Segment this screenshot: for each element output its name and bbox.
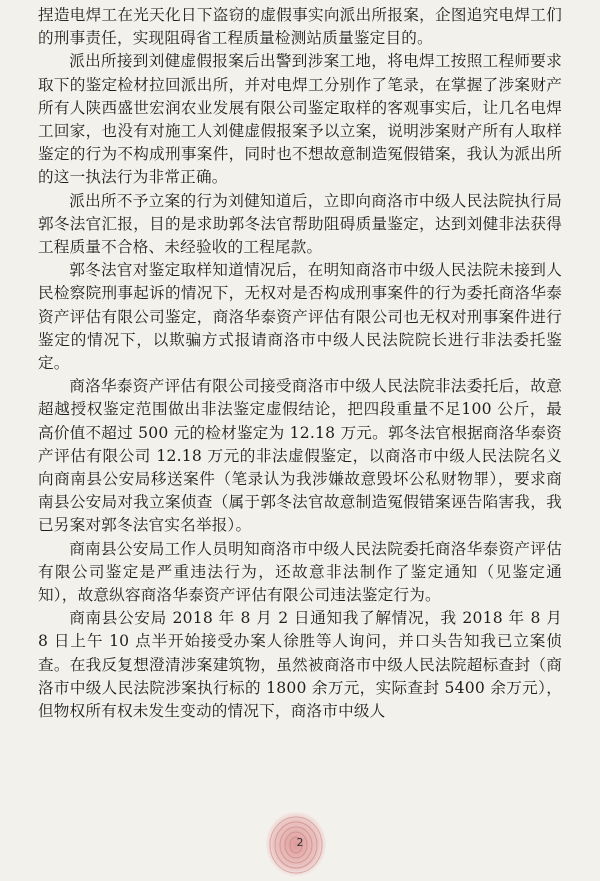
paragraph-1: 捏造电焊工在光天化日下盗窃的虚假事实向派出所报案，企图追究电焊工们的刑事责任，实现阻碍省工程质量检测站质量鉴定目的。 [38,6,562,48]
paragraph-4: 郭冬法官对鉴定取样知道情况后，在明知商洛市中级人民法院未接到人民检察院刑事起诉的情况下，无权对是否构成刑事案件的行为委托商洛华泰资产评估有限公司鉴定，商洛华泰资产评估有限公司也无权对刑事案件进行鉴定的情况下，以欺骗方式报请商洛市中级人民法院院长进行非法委托鉴定。 [38,261,562,373]
paragraph-5: 商洛华泰资产评估有限公司接受商洛市中级人民法院非法委托后，故意超越授权鉴定范围做出非法鉴定虚假结论，把四段重量不足100 公斤，最高价值不超过 500 元的检材鉴定为 12.18 万元。郭冬法官根据商洛华泰资产评估有限公司 12.18 万元的非法虚假鉴定，以商洛市中级人民法院名义向商南县公安局移送案件（笔录认为我涉嫌故意毁坏公私财物罪），要求商南县公安局对我立案侦查（属于郭冬法官故意制造冤假错案诬告陷害我，我已另案对郭冬法官实名举报）。 [38,377,562,535]
paragraph-3: 派出所不予立案的行为刘健知道后，立即向商洛市中级人民法院执行局郭冬法官汇报，目的是求助郭冬法官帮助阻碍质量鉴定，达到刘健非法获得工程质量不合格、未经验收的工程尾款。 [38,191,562,257]
paragraph-7: 商南县公安局 2018 年 8 月 2 日通知我了解情况，我 2018 年 8 月 8 日上午 10 点半开始接受办案人徐胜等人询问，并口头告知我已立案侦查。在我反复想澄清涉案建筑物，虽然被商洛市中级人民法院超标查封（商洛市中级人民法院涉案执行标的 1800 余万元，实际查封 5400 余万元），但物权所有权未发生变动的情况下，商洛市中级人 [38,609,562,721]
page-number: 2 [296,836,304,849]
paragraph-6: 商南县公安局工作人员明知商洛市中级人民法院委托商洛华泰资产评估有限公司鉴定是严重违法行为，还故意非法制作了鉴定通知（见鉴定通知），故意纵容商洛华泰资产评估有限公司违法鉴定行为。 [38,539,562,605]
paragraph-2: 派出所接到刘健虚假报案后出警到涉案工地，将电焊工按照工程师要求取下的鉴定检材拉回派出所，并对电焊工分别作了笔录，在掌握了涉案财产所有人陕西盛世宏润农业发展有限公司鉴定取样的客观事实后，让几名电焊工回家，也没有对施工人刘健虚假报案予以立案，说明涉案财产所有人取样鉴定的行为不构成刑事案件，同时也不想故意制造冤假错案，我认为派出所的这一执法行为非常正确。 [38,52,562,187]
